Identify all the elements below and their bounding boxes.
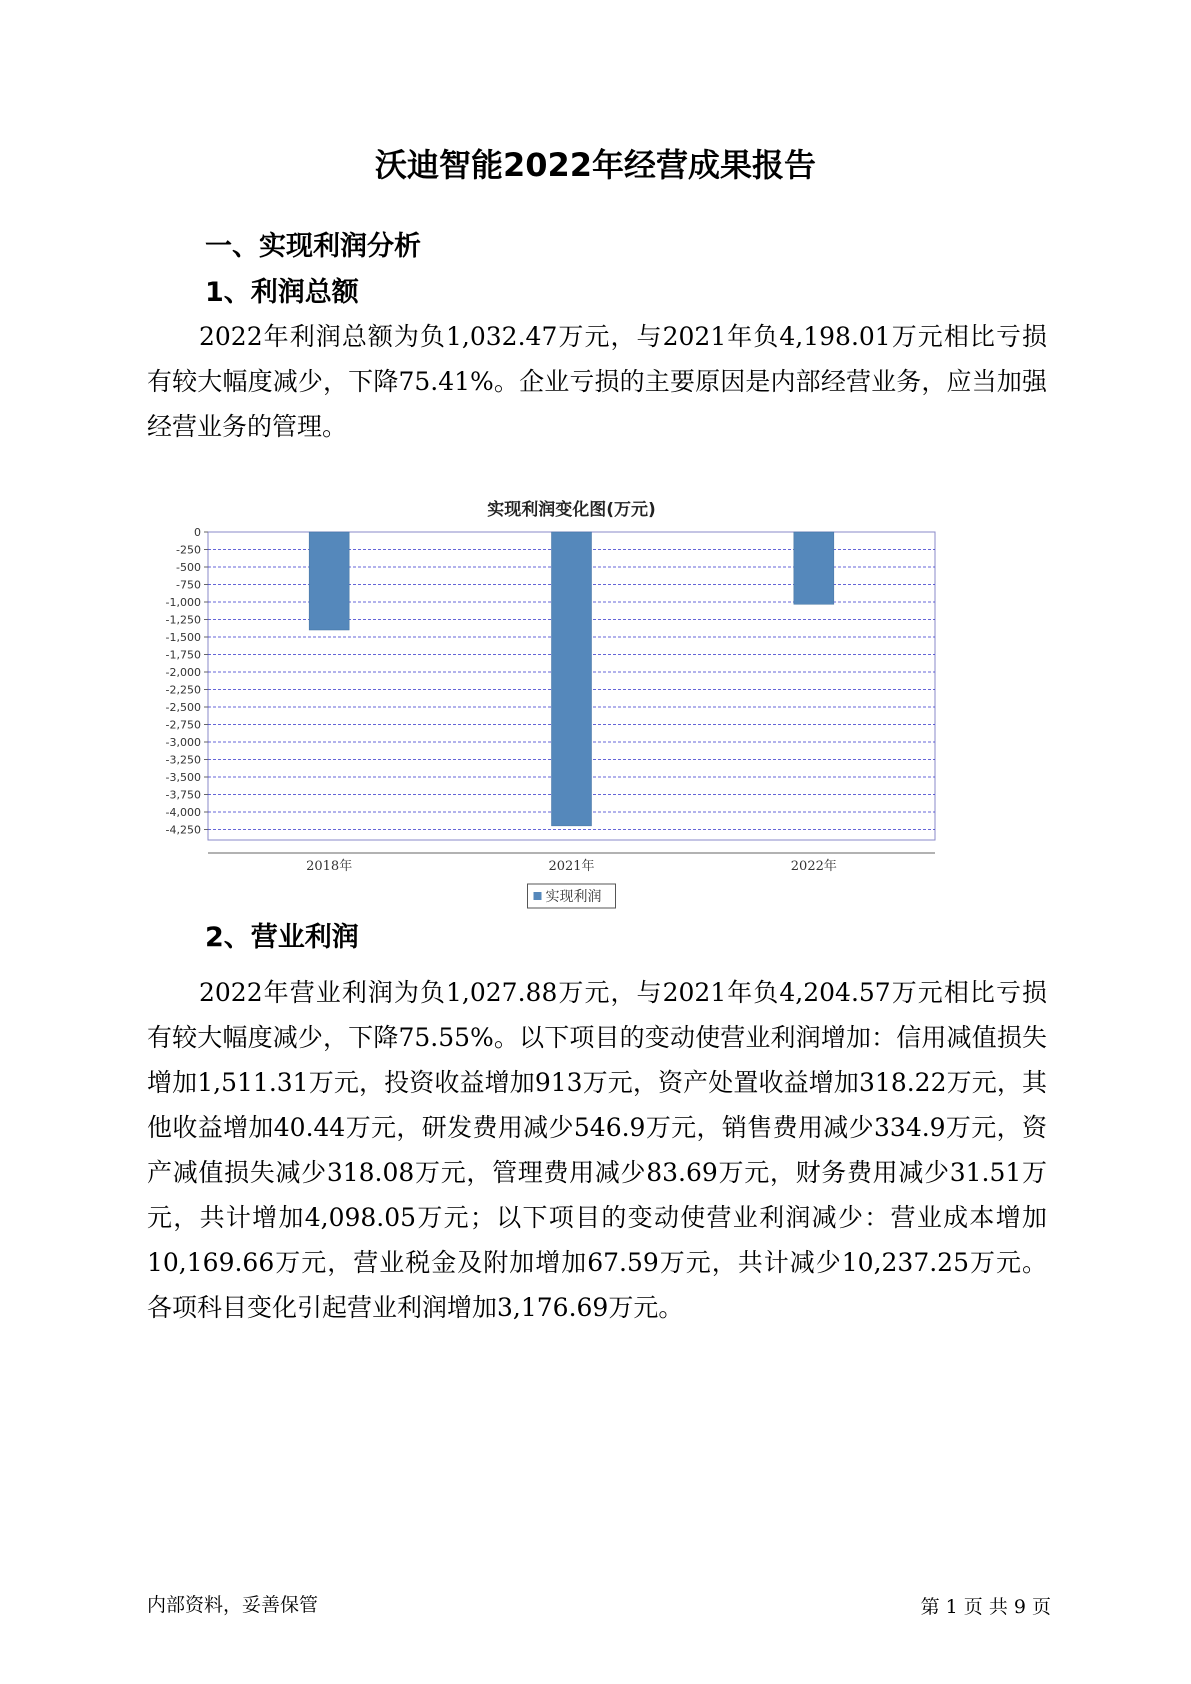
y-tick-label: -2,750: [165, 718, 201, 732]
profit-bar-chart-svg: [150, 495, 1030, 955]
legend-swatch: [534, 892, 542, 900]
bar-2021年: [552, 532, 592, 826]
y-tick-label: -4,000: [165, 806, 201, 819]
profit-bar-chart: [150, 495, 1030, 955]
chart-legend: [528, 884, 616, 908]
y-tick-label: -3,250: [165, 753, 201, 767]
y-tick-label: -500: [176, 561, 201, 574]
footer-confidential-note: 内部资料，妥善保管: [147, 1594, 319, 1616]
y-tick-label: -4,250: [165, 823, 201, 837]
x-category-label: 2018年: [306, 859, 353, 874]
y-tick-label: -2,500: [165, 701, 201, 714]
x-category-label: 2022年: [790, 859, 837, 874]
subheading-total-profit: 1、利润总额: [205, 277, 359, 308]
operating-profit-paragraph: 2022年营业利润为负1,027.88万元，与2021年负4,204.57万元相比亏损有较大幅度减少，下降75.55%。以下项目的变动使营业利润增加：信用减值损失增加1,511.31万元，投资收益增加913万元，资产处置收益增加318.22万元，其他收益增加40.44万元，研发费用减少546.9万元，销售费用减少334.9万元，资产减值损失减少318.08万元，管理费用减少83.69万元，财务费用减少31.51万元，共计增加4,098.05万元；以下项目的变动使营业利润减少：营业成本增加10,169.66万元，营业税金及附加增加67.59万元，共计减少10,237.25万元。各项科目变化引起营业利润增加3,176.69万元。: [147, 978, 1047, 1322]
section-heading-profit-analysis: 一、实现利润分析: [205, 231, 421, 262]
chart-x-axis: [306, 858, 837, 874]
chart-title: 实现利润变化图(万元): [487, 500, 656, 520]
document-title: 沃迪智能2022年经营成果报告: [374, 146, 817, 184]
y-tick-label: -1,000: [165, 596, 201, 609]
y-tick-label: -1,250: [165, 613, 201, 627]
bar-2018年: [309, 532, 349, 630]
total-profit-paragraph: 2022年利润总额为负1,032.47万元，与2021年负4,198.01万元相比亏损有较大幅度减少，下降75.41%。企业亏损的主要原因是内部经营业务，应当加强经营业务的管理。: [147, 322, 1047, 441]
footer-page-number: 第 1 页 共 9 页: [920, 1596, 1051, 1618]
x-category-label: 2021年: [548, 859, 595, 874]
legend-label: 实现利润: [545, 889, 602, 905]
bar-2022年: [794, 532, 834, 604]
y-tick-label: -3,000: [165, 736, 201, 749]
y-tick-label: -2,250: [165, 683, 201, 697]
y-tick-label: -1,500: [165, 631, 201, 644]
y-tick-label: -250: [176, 543, 201, 557]
y-tick-label: 0: [194, 526, 201, 539]
y-tick-label: -3,750: [165, 788, 201, 802]
y-tick-label: -750: [176, 578, 201, 592]
subheading-operating-profit: 2、营业利润: [205, 922, 359, 953]
y-tick-label: -2,000: [165, 666, 201, 679]
y-tick-label: -3,500: [165, 771, 201, 784]
y-tick-label: -1,750: [165, 648, 201, 662]
